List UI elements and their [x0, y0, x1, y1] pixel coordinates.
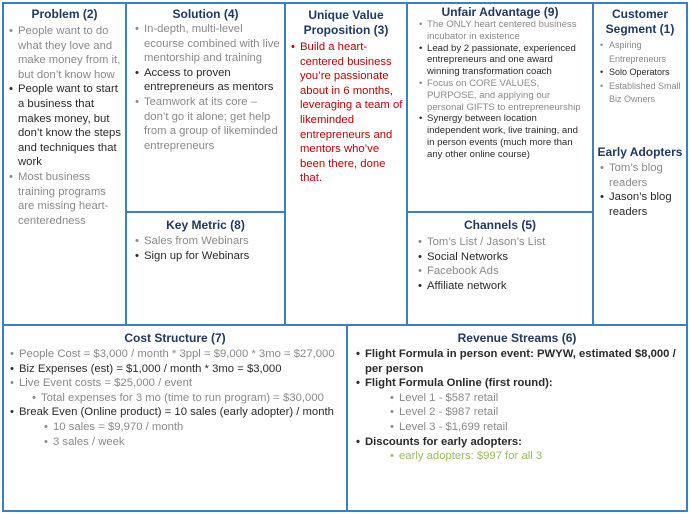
problem-block: [2, 2, 127, 326]
solution-block: [125, 2, 286, 213]
revenue-streams-list: [348, 346, 686, 464]
problem-list: [4, 22, 125, 228]
list-item: • The ONLY heart centered business incubator in existence: [419, 19, 588, 43]
customer-segment-block: [592, 2, 688, 326]
list-item: • Facebook Ads: [418, 264, 588, 279]
channels-list: [408, 233, 592, 293]
list-item: • Solo Operators: [600, 66, 684, 80]
list-item: • Established Small Biz Owners: [600, 80, 684, 107]
revenue-streams-title: Revenue Streams (6): [457, 331, 577, 345]
list-item: • Level 1 - $587 retail: [390, 391, 678, 406]
early-adopters-title: Early Adopters: [597, 144, 683, 159]
cost-structure-list: [4, 346, 346, 449]
list-item: • Teamwork at its core – don’t go it alone; get help from a group of likeminded entrepreneurs: [135, 95, 280, 153]
list-item: • Sales from Webinars: [135, 234, 280, 249]
list-item: • Biz Expenses (est) = $1,000 / month * 3mo = $3,000: [10, 362, 338, 377]
key-metric-list: [127, 233, 284, 263]
key-metric-block: [125, 211, 286, 326]
list-item: • Jason’s blog readers: [600, 190, 684, 219]
unfair-advantage-list: [408, 19, 592, 161]
list-item: • People want to start a business that makes money, but don’t know the steps and techniques that work: [9, 82, 121, 170]
list-item: • Tom’s blog readers: [600, 161, 684, 190]
list-item: • Synergy between location independent work, live training, and in person events (much more than any other online course): [419, 113, 588, 160]
solution-list: [127, 22, 284, 153]
list-item: • Level 2 - $987 retail: [390, 405, 678, 420]
list-item: • Social Networks: [418, 250, 588, 265]
list-item: • Flight Formula Online (first round):: [356, 376, 678, 391]
customer-segment-title: Customer Segment (1): [605, 7, 675, 36]
list-item: • 3 sales / week: [44, 435, 338, 450]
channels-title: Channels (5): [463, 218, 536, 232]
list-item: • Most business training programs are missing heart-centeredness: [9, 170, 121, 228]
list-item: • Lead by 2 passionate, experienced entrepreneurs and one award winning transformation coach: [419, 43, 588, 78]
cost-structure-title: Cost Structure (7): [124, 331, 226, 345]
uvp-title: Unique Value Proposition (3): [303, 8, 389, 37]
unfair-advantage-block: [406, 2, 594, 213]
early-adopters-list: [594, 160, 686, 219]
list-item: • People want to do what they love and make money from it, but don’t know how: [9, 24, 121, 82]
problem-title: Problem (2): [31, 7, 98, 21]
list-item: • People Cost = $3,000 / month * 3ppl = $9,000 * 3mo = $27,000: [10, 347, 338, 362]
list-item: • Tom’s List / Jason’s List: [418, 235, 588, 250]
lean-canvas: [2, 2, 688, 512]
uvp-block: [284, 2, 408, 326]
solution-title: Solution (4): [172, 7, 239, 21]
list-item: • Affiliate network: [418, 279, 588, 294]
list-item: • Live Event costs = $25,000 / event: [10, 376, 338, 391]
list-item: • early adopters: $997 for all 3: [390, 449, 678, 464]
list-item: • Access to proven entrepreneurs as mentors: [135, 66, 280, 95]
list-item: • 10 sales = $9,970 / month: [44, 420, 338, 435]
cost-structure-block: [2, 324, 348, 512]
list-item: • Total expenses for 3 mo (time to run program) = $30,000: [32, 391, 338, 406]
customer-segment-list: [594, 37, 686, 107]
unfair-advantage-title: Unfair Advantage (9): [441, 5, 559, 19]
list-item: • Focus on CORE VALUES, PURPOSE, and applying our personal GIFTS to entrepreneurship: [419, 78, 588, 113]
list-item: • Level 3 - $1,699 retail: [390, 420, 678, 435]
list-item: • In-depth, multi-level ecourse combined with live mentorship and training: [135, 22, 280, 66]
list-item: • Build a heart-centered business you’re passionate about in 6 months, leveraging a team of likeminded entrepreneurs and mentors who’ve been there, done that.: [291, 40, 403, 186]
list-item: • Flight Formula in person event: PWYW, estimated $8,000 / per person: [356, 347, 678, 376]
list-item: • Discounts for early adopters:: [356, 435, 678, 450]
list-item: • Aspiring Entrepreneurs: [600, 39, 684, 66]
list-item: • Break Even (Online product) = 10 sales (early adopter) / month: [10, 405, 338, 420]
list-item: • Sign up for Webinars: [135, 249, 280, 264]
key-metric-title: Key Metric (8): [166, 218, 245, 232]
revenue-streams-block: [346, 324, 688, 512]
uvp-list: [286, 38, 406, 186]
channels-block: [406, 211, 594, 326]
